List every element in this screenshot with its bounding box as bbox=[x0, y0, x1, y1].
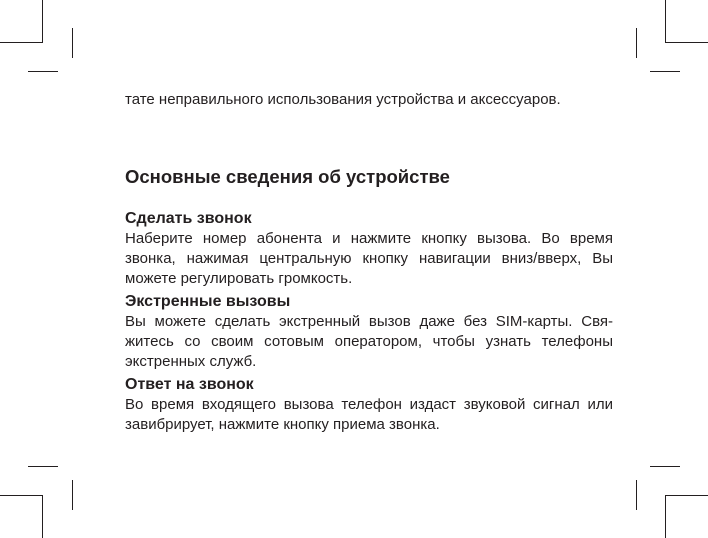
section-heading: Ответ на звонок bbox=[125, 376, 254, 393]
crop-mark-bottom-left-horizontal bbox=[0, 495, 43, 496]
section-heading: Сделать звонок bbox=[125, 210, 252, 227]
section-emergency-calls bbox=[125, 291, 613, 372]
section-make-call bbox=[125, 208, 613, 289]
crop-mark-bottom-left-vertical-inner bbox=[72, 480, 73, 510]
crop-mark-bottom-right-horizontal-inner bbox=[650, 466, 680, 467]
sections bbox=[125, 208, 613, 437]
section-heading: Экстренные вызовы bbox=[125, 293, 291, 310]
crop-mark-bottom-right-vertical bbox=[665, 495, 666, 538]
page-content bbox=[125, 90, 613, 433]
crop-mark-bottom-right-horizontal bbox=[665, 495, 708, 496]
crop-mark-top-left-horizontal-inner bbox=[28, 71, 58, 72]
section-title: Основные сведения об устройстве bbox=[125, 166, 450, 187]
lead-text: тате неправильного использования устройства и аксессуаров. bbox=[125, 91, 561, 108]
crop-mark-top-right-horizontal bbox=[665, 42, 708, 43]
crop-mark-bottom-left-vertical bbox=[42, 495, 43, 538]
section-answer-call bbox=[125, 374, 613, 435]
crop-mark-top-left-vertical-inner bbox=[72, 28, 73, 58]
section-text: Во время входящего вызова телефон издаст звуковой сигнал или завибрирует, нажмите кнопку приема звонка. bbox=[125, 396, 613, 433]
crop-mark-top-left-vertical bbox=[42, 0, 43, 43]
section-text: Наберите номер абонента и нажмите кнопку вызова. Во время звонка, нажимая центральную кнопку навигации вниз/вверх, Вы можете регулировать громкость. bbox=[125, 230, 613, 287]
crop-mark-bottom-right-vertical-inner bbox=[636, 480, 637, 510]
crop-mark-top-right-horizontal-inner bbox=[650, 71, 680, 72]
crop-mark-top-left-horizontal bbox=[0, 42, 43, 43]
section-text: Вы можете сделать экстренный вызов даже без SIM-карты. Свя-житесь со своим сотовым оператором, чтобы узнать телефоны экстренных служб. bbox=[125, 313, 613, 370]
crop-mark-bottom-left-horizontal-inner bbox=[28, 466, 58, 467]
crop-mark-top-right-vertical bbox=[665, 0, 666, 43]
crop-mark-top-right-vertical-inner bbox=[636, 28, 637, 58]
